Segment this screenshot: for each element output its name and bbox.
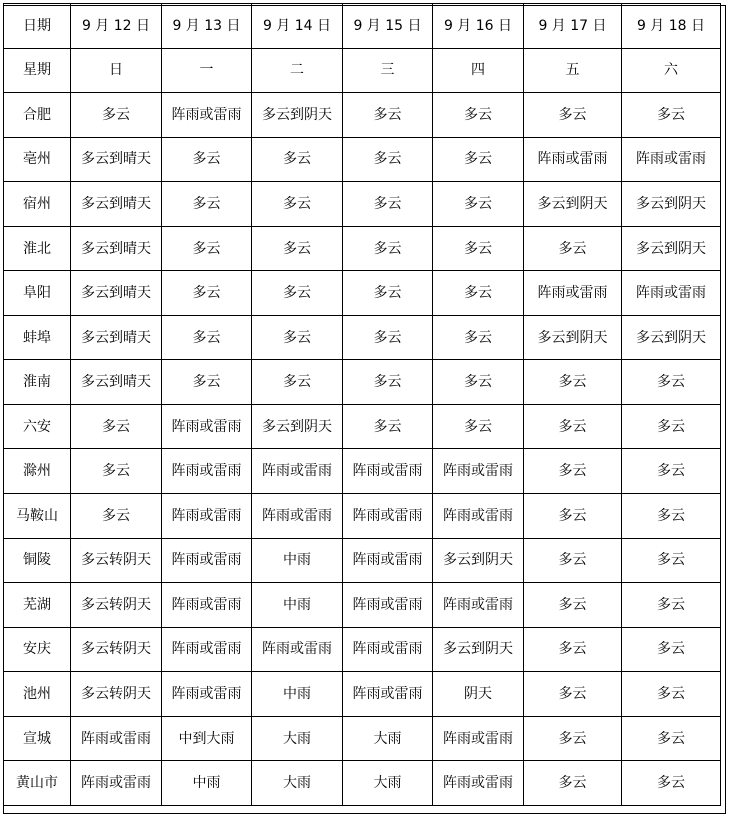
table-row [4, 494, 721, 539]
forecast-cell: 多云到晴天 [71, 360, 162, 405]
weekday-cell: 日 [71, 48, 162, 93]
city-name-cell: 宿州 [4, 182, 71, 227]
forecast-cell: 多云 [162, 315, 252, 360]
city-name-cell: 六安 [4, 404, 71, 449]
forecast-cell: 阵雨或雷雨 [433, 583, 524, 628]
forecast-cell: 多云 [433, 404, 524, 449]
forecast-cell: 多云 [524, 627, 622, 672]
forecast-cell: 多云 [343, 226, 433, 271]
forecast-cell: 多云到阴天 [622, 315, 721, 360]
forecast-cell: 多云到阴天 [622, 226, 721, 271]
forecast-cell: 多云 [162, 226, 252, 271]
city-name-cell: 安庆 [4, 627, 71, 672]
forecast-cell: 多云到晴天 [71, 226, 162, 271]
forecast-cell: 阵雨或雷雨 [433, 761, 524, 806]
city-name-cell: 池州 [4, 672, 71, 717]
forecast-cell: 阵雨或雷雨 [622, 271, 721, 316]
forecast-cell: 阵雨或雷雨 [71, 716, 162, 761]
forecast-cell: 阵雨或雷雨 [343, 583, 433, 628]
date-label-cell: 日期 [4, 4, 71, 49]
forecast-cell: 阵雨或雷雨 [622, 137, 721, 182]
table-row [4, 404, 721, 449]
forecast-cell: 阵雨或雷雨 [252, 449, 343, 494]
forecast-cell: 多云 [622, 716, 721, 761]
date-cell: 9 月 18 日 [622, 4, 721, 49]
forecast-cell: 阵雨或雷雨 [162, 672, 252, 717]
forecast-cell: 多云 [433, 315, 524, 360]
forecast-cell: 阵雨或雷雨 [162, 494, 252, 539]
forecast-cell: 多云 [622, 538, 721, 583]
forecast-cell: 多云 [343, 93, 433, 138]
city-name-cell: 蚌埠 [4, 315, 71, 360]
forecast-cell: 多云 [252, 360, 343, 405]
forecast-cell: 多云 [524, 449, 622, 494]
forecast-cell: 多云 [524, 93, 622, 138]
weekday-cell: 四 [433, 48, 524, 93]
forecast-cell: 阵雨或雷雨 [162, 93, 252, 138]
table-row [4, 137, 721, 182]
city-name-cell: 铜陵 [4, 538, 71, 583]
forecast-cell: 多云到阴天 [433, 627, 524, 672]
forecast-cell: 阵雨或雷雨 [162, 583, 252, 628]
table-row [4, 627, 721, 672]
weekday-cell: 一 [162, 48, 252, 93]
forecast-cell: 多云到阴天 [252, 93, 343, 138]
forecast-cell: 多云到阴天 [622, 182, 721, 227]
forecast-cell: 中到大雨 [162, 716, 252, 761]
table-row [4, 449, 721, 494]
forecast-cell: 多云到晴天 [71, 271, 162, 316]
weekday-cell: 五 [524, 48, 622, 93]
forecast-cell: 多云 [622, 494, 721, 539]
forecast-cell: 多云 [71, 449, 162, 494]
table-row [4, 360, 721, 405]
forecast-cell: 阵雨或雷雨 [524, 137, 622, 182]
table-row [4, 672, 721, 717]
forecast-cell: 阵雨或雷雨 [343, 672, 433, 717]
forecast-cell: 阵雨或雷雨 [252, 627, 343, 672]
forecast-cell: 多云 [252, 226, 343, 271]
forecast-cell: 多云 [343, 315, 433, 360]
forecast-cell: 多云 [524, 404, 622, 449]
forecast-cell: 多云到阴天 [524, 182, 622, 227]
forecast-cell: 多云 [524, 761, 622, 806]
forecast-cell: 多云到阴天 [252, 404, 343, 449]
forecast-cell: 大雨 [252, 716, 343, 761]
forecast-cell: 多云 [433, 137, 524, 182]
weekday-label-cell: 星期 [4, 48, 71, 93]
table-row [4, 538, 721, 583]
forecast-cell: 中雨 [252, 538, 343, 583]
forecast-cell: 多云 [524, 672, 622, 717]
date-cell: 9 月 12 日 [71, 4, 162, 49]
weather-forecast-table [3, 3, 721, 806]
forecast-cell: 多云 [622, 583, 721, 628]
forecast-cell: 阵雨或雷雨 [343, 627, 433, 672]
date-cell: 9 月 13 日 [162, 4, 252, 49]
forecast-cell: 多云 [433, 226, 524, 271]
city-name-cell: 淮南 [4, 360, 71, 405]
forecast-cell: 多云 [343, 271, 433, 316]
weekday-cell: 二 [252, 48, 343, 93]
forecast-cell: 阵雨或雷雨 [343, 494, 433, 539]
forecast-cell: 多云 [524, 360, 622, 405]
forecast-cell: 多云到晴天 [71, 182, 162, 227]
forecast-cell: 多云转阴天 [71, 627, 162, 672]
forecast-cell: 阵雨或雷雨 [433, 449, 524, 494]
forecast-cell: 多云 [524, 583, 622, 628]
forecast-cell: 多云到阴天 [433, 538, 524, 583]
city-name-cell: 滁州 [4, 449, 71, 494]
forecast-cell: 多云 [433, 93, 524, 138]
forecast-cell: 多云 [622, 93, 721, 138]
date-cell: 9 月 16 日 [433, 4, 524, 49]
forecast-cell: 阵雨或雷雨 [162, 538, 252, 583]
forecast-cell: 大雨 [252, 761, 343, 806]
forecast-cell: 阵雨或雷雨 [433, 494, 524, 539]
forecast-cell: 中雨 [252, 672, 343, 717]
forecast-cell: 多云 [524, 716, 622, 761]
forecast-cell: 多云 [433, 360, 524, 405]
city-name-cell: 黄山市 [4, 761, 71, 806]
forecast-cell: 多云 [622, 360, 721, 405]
table-row [4, 761, 721, 806]
forecast-cell: 多云 [343, 404, 433, 449]
forecast-cell: 多云到晴天 [71, 137, 162, 182]
city-name-cell: 合肥 [4, 93, 71, 138]
forecast-cell: 阵雨或雷雨 [252, 494, 343, 539]
forecast-cell: 多云 [71, 404, 162, 449]
forecast-cell: 多云到晴天 [71, 315, 162, 360]
forecast-cell: 阵雨或雷雨 [343, 538, 433, 583]
forecast-cell: 阵雨或雷雨 [343, 449, 433, 494]
date-cell: 9 月 15 日 [343, 4, 433, 49]
date-cell: 9 月 14 日 [252, 4, 343, 49]
forecast-cell: 多云 [622, 672, 721, 717]
forecast-cell: 多云到阴天 [524, 315, 622, 360]
forecast-cell: 阵雨或雷雨 [162, 404, 252, 449]
forecast-cell: 阵雨或雷雨 [71, 761, 162, 806]
forecast-cell: 多云 [71, 494, 162, 539]
forecast-cell: 多云转阴天 [71, 672, 162, 717]
table-row [4, 583, 721, 628]
forecast-cell: 多云 [524, 494, 622, 539]
date-header-row [4, 4, 721, 49]
table-row [4, 182, 721, 227]
forecast-cell: 阵雨或雷雨 [524, 271, 622, 316]
weekday-cell: 三 [343, 48, 433, 93]
forecast-cell: 多云 [622, 404, 721, 449]
forecast-cell: 多云 [622, 627, 721, 672]
forecast-cell: 多云 [622, 449, 721, 494]
forecast-cell: 阵雨或雷雨 [162, 449, 252, 494]
forecast-cell: 多云 [252, 182, 343, 227]
forecast-cell: 多云 [252, 137, 343, 182]
forecast-cell: 多云 [343, 182, 433, 227]
table-row [4, 226, 721, 271]
forecast-cell: 阵雨或雷雨 [433, 716, 524, 761]
forecast-cell: 阴天 [433, 672, 524, 717]
forecast-cell: 多云 [162, 360, 252, 405]
forecast-cell: 中雨 [162, 761, 252, 806]
forecast-cell: 多云 [71, 93, 162, 138]
table-row [4, 315, 721, 360]
forecast-cell: 多云 [343, 360, 433, 405]
city-name-cell: 宣城 [4, 716, 71, 761]
forecast-cell: 多云 [252, 271, 343, 316]
date-cell: 9 月 17 日 [524, 4, 622, 49]
forecast-cell: 多云 [433, 271, 524, 316]
city-name-cell: 淮北 [4, 226, 71, 271]
forecast-cell: 多云 [524, 226, 622, 271]
forecast-cell: 多云 [343, 137, 433, 182]
forecast-cell: 中雨 [252, 583, 343, 628]
weekday-header-row [4, 48, 721, 93]
city-name-cell: 阜阳 [4, 271, 71, 316]
table-row [4, 716, 721, 761]
forecast-cell: 多云 [162, 182, 252, 227]
forecast-cell: 多云 [162, 137, 252, 182]
city-name-cell: 马鞍山 [4, 494, 71, 539]
city-name-cell: 芜湖 [4, 583, 71, 628]
forecast-cell: 阵雨或雷雨 [162, 627, 252, 672]
forecast-cell: 大雨 [343, 716, 433, 761]
forecast-cell: 多云转阴天 [71, 538, 162, 583]
forecast-cell: 大雨 [343, 761, 433, 806]
forecast-cell: 多云 [622, 761, 721, 806]
city-name-cell: 亳州 [4, 137, 71, 182]
forecast-cell: 多云 [162, 271, 252, 316]
table-row [4, 271, 721, 316]
forecast-cell: 多云 [433, 182, 524, 227]
forecast-cell: 多云 [252, 315, 343, 360]
forecast-cell: 多云转阴天 [71, 583, 162, 628]
forecast-cell: 多云 [524, 538, 622, 583]
table-row [4, 93, 721, 138]
weekday-cell: 六 [622, 48, 721, 93]
